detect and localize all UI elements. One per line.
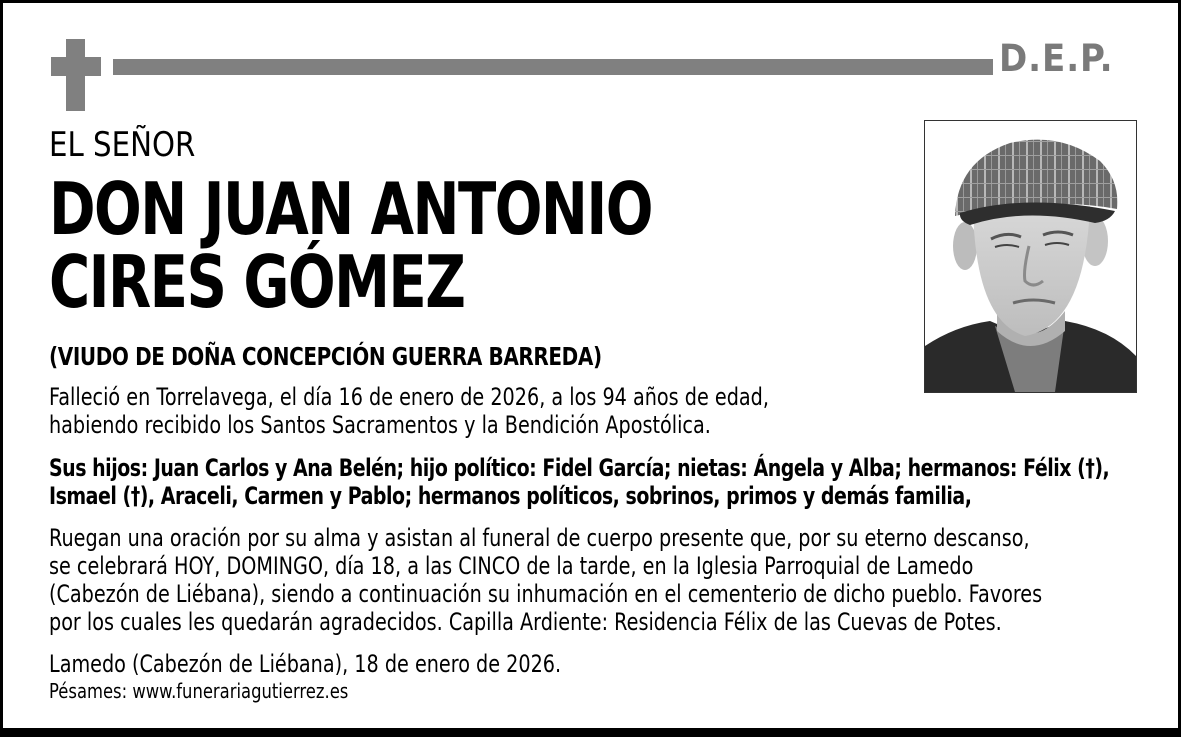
funeral-line: (Cabezón de Liébana), siendo a continuación su inhumación en el cementerio de dicho pueblo. Favores <box>49 580 1043 608</box>
family-line: Ismael (†), Araceli, Carmen y Pablo; hermanos políticos, sobrinos, primos y demás familia, <box>49 482 972 510</box>
portrait-photo <box>924 120 1137 393</box>
honorific: EL SEÑOR <box>49 125 196 165</box>
widower-of: (VIUDO DE DOÑA CONCEPCIÓN GUERRA BARREDA) <box>49 342 602 371</box>
death-notice-line: Falleció en Torrelavega, el día 16 de enero de 2026, a los 94 años de edad, <box>49 383 769 411</box>
cross-icon-arm <box>51 57 101 76</box>
header-rule <box>113 59 993 75</box>
deceased-name-line1: DON JUAN ANTONIO <box>49 167 652 251</box>
condolences-link[interactable]: Pésames: www.funerariagutierrez.es <box>49 679 349 703</box>
funeral-line: por los cuales les quedarán agradecidos. Capilla Ardiente: Residencia Félix de las Cuevas de Potes. <box>49 608 1002 636</box>
funeral-line: se celebrará HOY, DOMINGO, día 18, a las CINCO de la tarde, en la Iglesia Parroquial de Lamedo <box>49 552 974 580</box>
deceased-name-line2: CIRES GÓMEZ <box>49 240 465 324</box>
death-notice-line: habiendo recibido los Santos Sacramentos y la Bendición Apostólica. <box>49 411 711 439</box>
funeral-line: Ruegan una oración por su alma y asistan al funeral de cuerpo presente que, por su eterno descanso, <box>49 524 1030 552</box>
place-date: Lamedo (Cabezón de Liébana), 18 de enero de 2026. <box>49 650 562 678</box>
dep-label: D.E.P. <box>999 37 1114 80</box>
portrait-image <box>925 121 1136 392</box>
family-line: Sus hijos: Juan Carlos y Ana Belén; hijo político: Fidel García; nietas: Ángela y Alba; hermanos: Félix (†), <box>49 454 1110 482</box>
